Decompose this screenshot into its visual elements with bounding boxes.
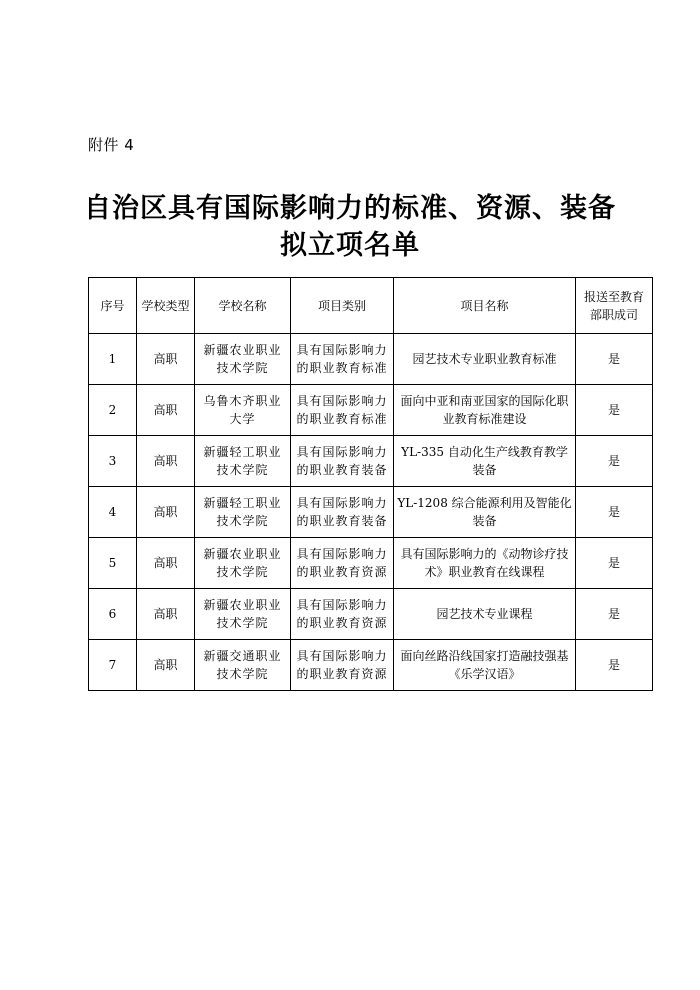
cell-school-name: 新疆农业职业技术学院 — [195, 538, 291, 589]
project-list-table — [88, 277, 653, 691]
cell-category: 具有国际影响力的职业教育标准 — [291, 385, 394, 436]
cell-school-name: 新疆农业职业技术学院 — [195, 334, 291, 385]
cell-project-name: 面向丝路沿线国家打造融技强基《乐学汉语》 — [394, 640, 576, 691]
cell-seq: 2 — [89, 385, 137, 436]
cell-category: 具有国际影响力的职业教育装备 — [291, 487, 394, 538]
table-row — [89, 436, 653, 487]
cell-school-type: 高职 — [137, 334, 195, 385]
attachment-label: 附件 4 — [88, 136, 135, 154]
table-row — [89, 385, 653, 436]
cell-category: 具有国际影响力的职业教育资源 — [291, 640, 394, 691]
cell-category: 具有国际影响力的职业教育资源 — [291, 589, 394, 640]
cell-project-name: YL-335 自动化生产线教育教学装备 — [394, 436, 576, 487]
cell-school-type: 高职 — [137, 436, 195, 487]
cell-category: 具有国际影响力的职业教育装备 — [291, 436, 394, 487]
cell-reported: 是 — [576, 436, 653, 487]
table-row — [89, 538, 653, 589]
header-school-name: 学校名称 — [195, 278, 291, 334]
table-row — [89, 334, 653, 385]
cell-reported: 是 — [576, 334, 653, 385]
cell-project-name: 面向中亚和南亚国家的国际化职业教育标准建设 — [394, 385, 576, 436]
cell-seq: 3 — [89, 436, 137, 487]
cell-seq: 7 — [89, 640, 137, 691]
cell-project-name: 园艺技术专业课程 — [394, 589, 576, 640]
table-row — [89, 589, 653, 640]
table-header-row — [89, 278, 653, 334]
cell-seq: 4 — [89, 487, 137, 538]
cell-category: 具有国际影响力的职业教育资源 — [291, 538, 394, 589]
cell-project-name: 园艺技术专业职业教育标准 — [394, 334, 576, 385]
header-seq: 序号 — [89, 278, 137, 334]
cell-project-name: 具有国际影响力的《动物诊疗技术》职业教育在线课程 — [394, 538, 576, 589]
cell-seq: 1 — [89, 334, 137, 385]
header-school-type: 学校类型 — [137, 278, 195, 334]
cell-reported: 是 — [576, 487, 653, 538]
cell-reported: 是 — [576, 640, 653, 691]
table-row — [89, 640, 653, 691]
cell-school-name: 新疆交通职业技术学院 — [195, 640, 291, 691]
header-reported: 报送至教育部职成司 — [576, 278, 653, 334]
cell-school-type: 高职 — [137, 538, 195, 589]
cell-project-name: YL-1208 综合能源利用及智能化装备 — [394, 487, 576, 538]
document-title-line2: 拟立项名单 — [280, 230, 420, 261]
cell-school-type: 高职 — [137, 640, 195, 691]
cell-school-name: 乌鲁木齐职业大学 — [195, 385, 291, 436]
table-row — [89, 487, 653, 538]
cell-category: 具有国际影响力的职业教育标准 — [291, 334, 394, 385]
document-title-line1: 自治区具有国际影响力的标准、资源、装备 — [84, 193, 616, 224]
cell-school-name: 新疆农业职业技术学院 — [195, 589, 291, 640]
cell-seq: 6 — [89, 589, 137, 640]
cell-school-type: 高职 — [137, 487, 195, 538]
cell-school-type: 高职 — [137, 589, 195, 640]
cell-seq: 5 — [89, 538, 137, 589]
header-project-name: 项目名称 — [394, 278, 576, 334]
cell-school-name: 新疆轻工职业技术学院 — [195, 436, 291, 487]
cell-reported: 是 — [576, 538, 653, 589]
cell-reported: 是 — [576, 385, 653, 436]
cell-school-type: 高职 — [137, 385, 195, 436]
cell-reported: 是 — [576, 589, 653, 640]
cell-school-name: 新疆轻工职业技术学院 — [195, 487, 291, 538]
header-category: 项目类别 — [291, 278, 394, 334]
